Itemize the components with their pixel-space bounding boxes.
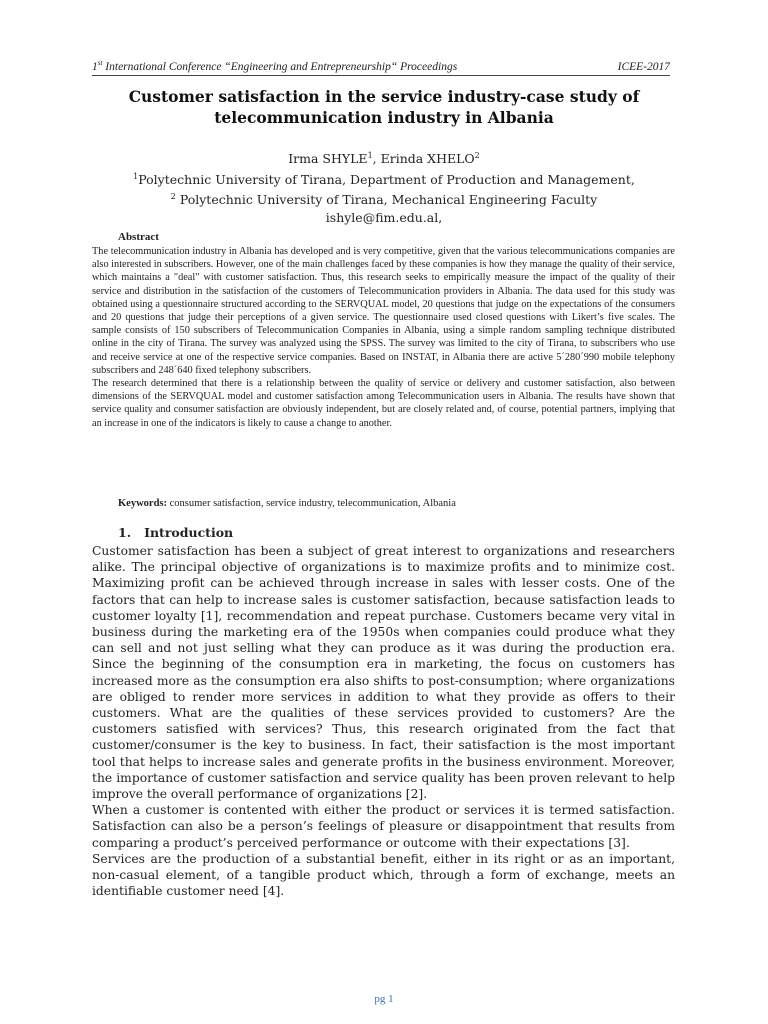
author-block [92,147,676,226]
intro-paragraph-3: Services are the production of a substantial benefit, either in its right or as an important, non-casual element, of a tangible product which, through a form of exchange, meets an identifiable customer need [4]. [92,851,675,899]
keywords-label: Keywords: [118,498,167,509]
affiliation-1: $^1$Polytechnic University of Tirana, Department of Production and Management, [133,171,635,187]
paper-title [92,86,676,128]
abstract-paragraph-1: The telecommunication industry in Albania has developed and is very competitive, given that the various telecommunications companies are also interested in subscribers. However, one of the main challenges faced by these companies is how they manage the quality of their service, which maintains a "deal" with customer satisfaction. Thus, this research seeks to empirically measure the impact of the quality of their service and distribution in the satisfaction of the customers of Telecommunication providers in Albania. The data used for this study was obtained using a questionnaire structured according to the SERVQUAL model, 20 questions that judge on the expectations of the consumers and 20 questions that judge their perceptions of a given service. The questionnaire used closed questions with Likert’s five scales. The sample consists of 150 subscribers of Telecommunication Companies in Albania, using a simple random sampling technique distributed online in the city of Tirana. The survey was analyzed using the SPSS. The survey was limited to the city of Tirana, to subscribers who use and receive service at one of the respective service companies. Based on INSTAT, in Albania there are active 5´280´990 mobile telephony subscribers and 248´640 fixed telephony subscribers. [92,246,675,376]
section-heading-introduction: 1. Introduction [118,525,234,540]
intro-paragraph-1: Customer satisfaction has been a subject of great interest to organizations and researchers alike. The principal objective of organizations is to maximize profits and to minimize cost. Maximizing profit can be achieved through increase in sales with lesser costs. One of the factors that can help to increase sales is customer satisfaction, because satisfaction leads to customer loyalty [1], recommendation and repeat purchase. Customers became very vital in business during the marketing era of the 1950s when companies could produce what they can sell and not just selling what they can produce as it was during the production era. Since the beginning of the consumption era in marketing, the focus on customers has increased more as the consumption era also shifts to post-consumption; where organizations are obliged to render more services in addition to what they provide as offers to their customers. What are the qualities of these services provided to customers? Are the customers satisfied with services? Thus, this research originated from the fact that customer/consumer is the key to business. In fact, their satisfaction is the most important tool that helps to increase sales and generate profits in the business environment. Moreover, the importance of customer satisfaction and service quality has been proven relevant to help improve the overall performance of organizations [2]. [92,544,675,802]
intro-paragraph-2: When a customer is contented with either the product or services it is termed satisfaction. Satisfaction can also be a person’s feelings of pleasure or disappointment that results from comparing a product’s perceived performance or outcome with their expectations [3]. [92,803,675,850]
abstract-body [92,245,675,430]
affiliation-2: $^2$ Polytechnic University of Tirana, Mechanical Engineering Faculty [170,192,598,208]
keywords-line [118,498,456,509]
page-number: pg 1 [374,993,394,1005]
introduction-body [92,543,675,899]
title-line-2: telecommunication industry in Albania [214,108,554,127]
author-email: ishyle@fim.edu.al, [325,209,443,225]
running-header [92,59,670,76]
title-line-1: Customer satisfaction in the service industry-case study of [128,87,640,106]
conference-code: ICEE-2017 [617,60,670,73]
conference-name: 1st International Conference “Engineering and Entrepreneurship“ Proceedings [92,59,458,73]
abstract-heading: Abstract [118,231,159,243]
author-names: Irma SHYLE$^1$, Erinda XHELO$^2$ [288,151,480,167]
keywords-text: consumer satisfaction, service industry, telecommunication, Albania [167,498,456,509]
abstract-paragraph-2: The research determined that there is a relationship between the quality of service or delivery and customer satisfaction, also between dimensions of the SERVQUAL model and customer satisfaction among Telecommunication users in Albania. The results have shown that service quality and consumer satisfaction are obviously independent, but are closely related and, of course, potential partners, implying that an increase in one of the indicators is likely to cause a change to another. [92,378,675,429]
